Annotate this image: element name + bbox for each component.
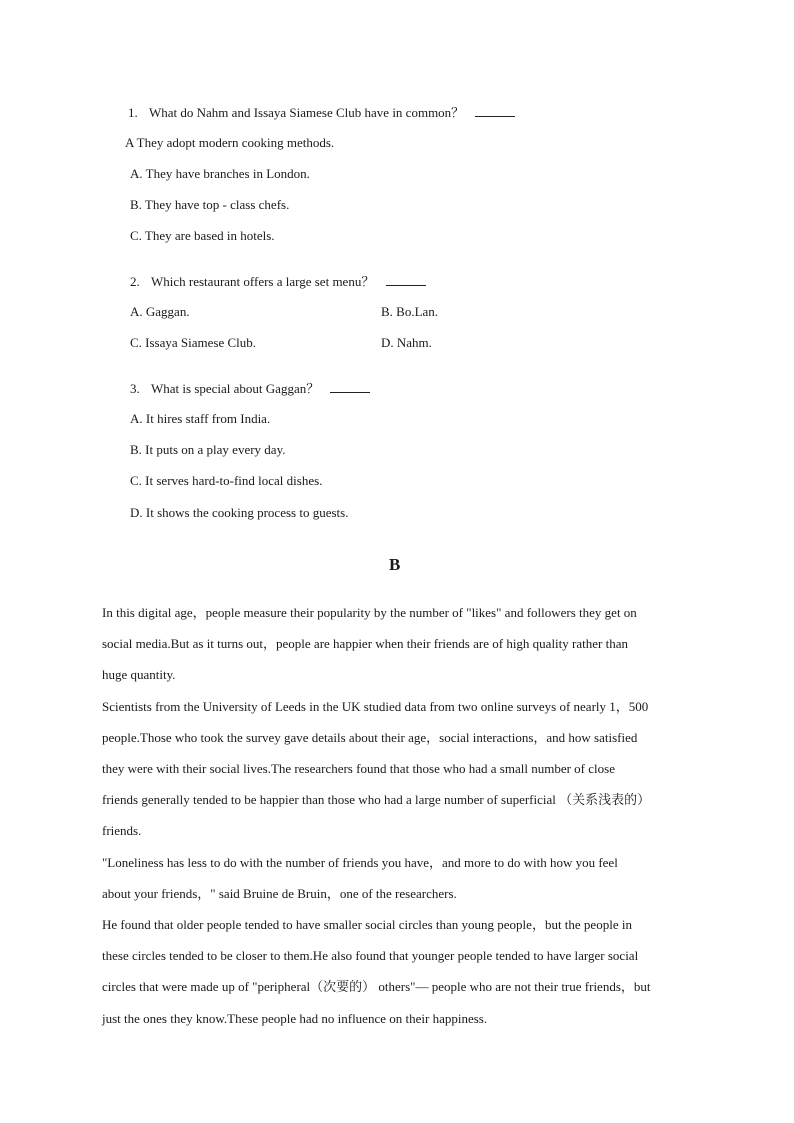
passage-line: He found that older people tended to have smaller social circles than young people，but the people in <box>102 917 632 933</box>
option-b: B. Bo.Lan. <box>381 304 439 319</box>
passage-line: about your friends，" said Bruine de Bruin，one of the researchers. <box>102 885 457 901</box>
passage-line: social media.But as it turns out，people are happier when their friends are of high quality rather than <box>102 636 628 652</box>
passage-line: friends generally tended to be happier than those who had a large number of superficial （关系浅表的） <box>102 792 651 808</box>
option-line: B. They have top - class chefs. <box>130 197 290 212</box>
passage-line: Scientists from the University of Leeds in the UK studied data from two online surveys of nearly 1，500 <box>102 698 649 714</box>
passage-line: people.Those who took the survey gave details about their age，social interactions，and how satisfied <box>102 729 638 745</box>
question-number: 2. <box>130 274 140 289</box>
passage-line: In this digital age，people measure their popularity by the number of "likes" and followers they get on <box>102 605 637 620</box>
passage-line: circles that were made up of "peripheral（次要的） others"— people who are not their true friends，but <box>102 979 651 995</box>
option-d: D. Nahm. <box>381 335 432 350</box>
passage-line: these circles tended to be closer to them.He also found that younger people tended to have larger social <box>102 948 639 964</box>
passage-line: huge quantity. <box>102 667 176 683</box>
question-number: 1. <box>128 105 138 120</box>
question-text: What do Nahm and Issaya Siamese Club have in common？ <box>149 105 465 120</box>
passage-line: they were with their social lives.The researchers found that those who had a small number of close <box>102 761 615 777</box>
question-1 <box>128 104 515 121</box>
question-text: What is special about Gaggan？ <box>151 381 320 396</box>
section-heading: B <box>389 555 401 574</box>
passage-line: friends. <box>102 823 142 839</box>
question-3 <box>130 380 370 397</box>
passage-line: just the ones they know.These people had no influence on their happiness. <box>102 1010 488 1026</box>
option-a: A. Gaggan. <box>130 304 190 319</box>
option-c: C. Issaya Siamese Club. <box>130 335 257 350</box>
answer-blank[interactable] <box>330 380 370 393</box>
question-2 <box>130 273 426 290</box>
option-line: A. It hires staff from India. <box>130 411 271 426</box>
question-text: Which restaurant offers a large set menu？ <box>151 274 375 289</box>
option-line: D. It shows the cooking process to guests. <box>130 505 349 520</box>
passage-line: "Loneliness has less to do with the number of friends you have，and more to do with how you feel <box>102 854 618 870</box>
question-number: 3. <box>130 381 140 396</box>
passage <box>102 597 712 1034</box>
option-line: B. It puts on a play every day. <box>130 442 286 457</box>
answer-blank[interactable] <box>386 273 426 286</box>
option-line: C. It serves hard-to-find local dishes. <box>130 473 323 488</box>
option-line: A. They have branches in London. <box>130 166 310 181</box>
answer-blank[interactable] <box>475 104 515 117</box>
option-line: C. They are based in hotels. <box>130 228 275 243</box>
option-line: A They adopt modern cooking methods. <box>125 135 335 150</box>
